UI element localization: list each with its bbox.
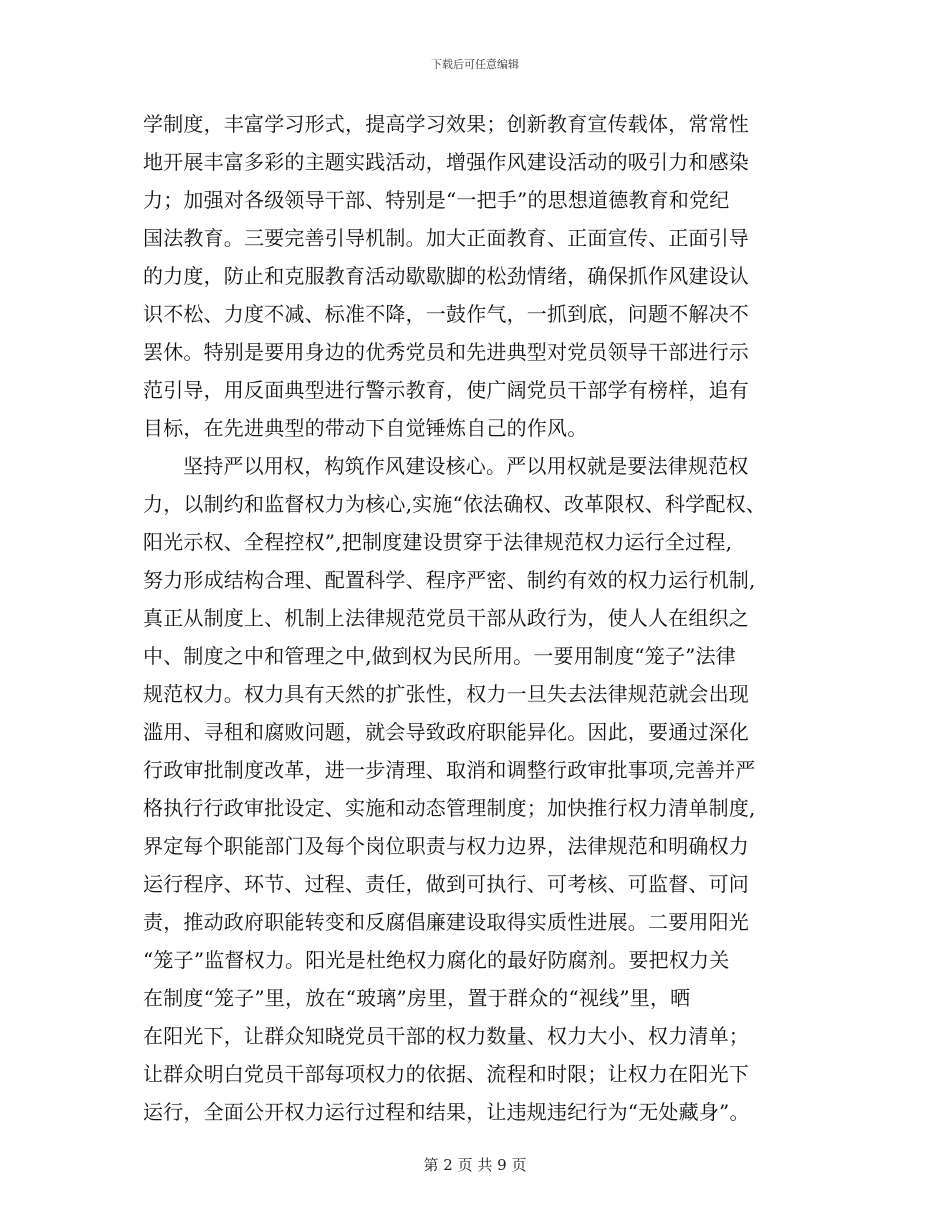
text-line: 规范权力。权力具有天然的扩张性，权力一旦失去法律规范就会出现 (143, 682, 749, 706)
text-line: 界定每个职能部门及每个岗位职责与权力边界，法律规范和明确权力 (143, 834, 749, 858)
text-line: 力；加强对各级领导干部、特别是“一把手”的思想道德教育和党纪 (143, 188, 730, 212)
text-line: 运行程序、环节、过程、责任，做到可执行、可考核、可监督、可问 (143, 872, 749, 896)
text-line: 在制度“笼子”里，放在“玻璃”房里，置于群众的“视线”里，晒 (143, 986, 691, 1010)
text-line: 学制度，丰富学习形式，提高学习效果；创新教育宣传载体，常常性 (143, 112, 749, 136)
text-line: 目标，在先进典型的带动下自觉锤炼自己的作风。 (143, 416, 588, 440)
text-line: 在阳光下，让群众知晓党员干部的权力数量、权力大小、权力清单； (143, 1024, 749, 1048)
text-line: 地开展丰富多彩的主题实践活动，增强作风建设活动的吸引力和感染 (143, 150, 749, 174)
text-line: 格执行行政审批设定、实施和动态管理制度；加快推行权力清单制度, (143, 796, 756, 820)
paragraph-first-line: 坚持严以用权，构筑作风建设核心。严以用权就是要法律规范权 (183, 454, 749, 478)
text-line: 国法教育。三要完善引导机制。加大正面教育、正面宣传、正面引导 (143, 226, 749, 250)
text-line: 范引导，用反面典型进行警示教育，使广阔党员干部学有榜样，追有 (143, 378, 749, 402)
text-line: 的力度，防止和克服教育活动歇歇脚的松劲情绪，确保抓作风建设认 (143, 264, 749, 288)
page-number: 第 2 页 共 9 页 (423, 1156, 527, 1174)
header-note: 下载后可任意编辑 (431, 58, 519, 71)
text-line: 阳光示权、全程控权”,把制度建设贯穿于法律规范权力运行全过程, (143, 530, 733, 554)
document-body (143, 105, 813, 1131)
text-line: 努力形成结构合理、配置科学、程序严密、制约有效的权力运行机制, (143, 568, 756, 592)
text-line: 行政审批制度改革，进一步清理、取消和调整行政审批事项,完善并严 (143, 758, 756, 782)
text-line: 滥用、寻租和腐败问题，就会导致政府职能异化。因此，要通过深化 (143, 720, 749, 744)
text-line: 罢休。特别是要用身边的优秀党员和先进典型对党员领导干部进行示 (143, 340, 749, 364)
text-line: 让群众明白党员干部每项权力的依据、流程和时限；让权力在阳光下 (143, 1062, 749, 1086)
text-line: 识不松、力度不减、标准不降，一鼓作气，一抓到底，问题不解决不 (143, 302, 749, 326)
text-line: 中、制度之中和管理之中,做到权为民所用。一要用制度“笼子”法律 (143, 644, 737, 668)
text-line: 责，推动政府职能转变和反腐倡廉建设取得实质性进展。二要用阳光 (143, 910, 749, 934)
text-line: 力，以制约和监督权力为核心,实施“依法确权、改革限权、科学配权、 (143, 492, 766, 516)
text-line: “笼子”监督权力。阳光是杜绝权力腐化的最好防腐剂。要把权力关 (143, 948, 730, 972)
text-line: 运行，全面公开权力运行过程和结果，让违规违纪行为“无处藏身”。 (143, 1100, 750, 1124)
text-line: 真正从制度上、机制上法律规范党员干部从政行为，使人人在组织之 (143, 606, 749, 630)
